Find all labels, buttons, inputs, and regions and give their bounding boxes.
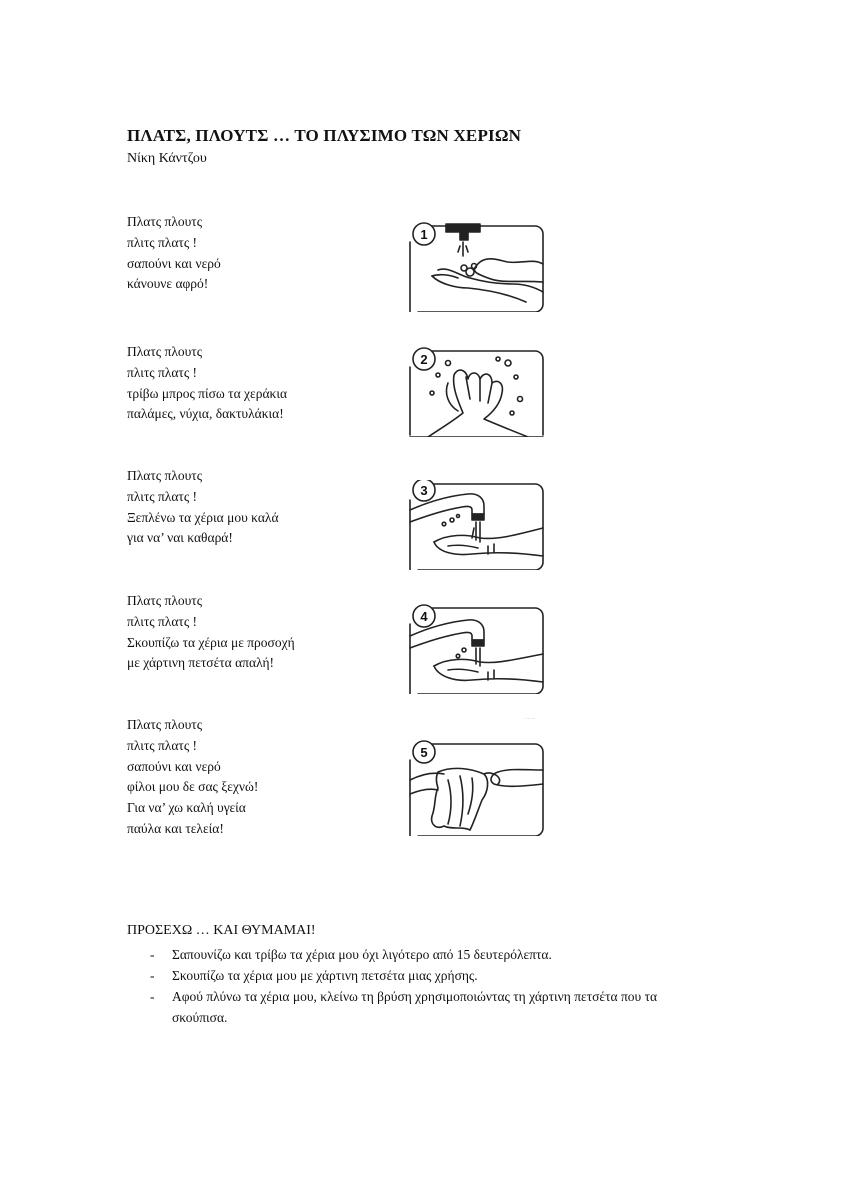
stanza-line: Πλατς πλουτς [127, 214, 203, 229]
list-item-text: Σαπουνίζω και τρίβω τα χέρια μου όχι λιγότερο από 15 δευτερόλεπτα. [172, 947, 552, 962]
stanza-line: Ξεπλένω τα χέρια μου καλά [127, 509, 279, 525]
list-item [150, 965, 750, 986]
stanza-line: με χάρτινη πετσέτα απαλή! [127, 655, 275, 671]
bullet-dash: - [150, 947, 155, 962]
stanza-line: κάνουνε αφρό! [127, 276, 209, 292]
step-4-illustration [408, 604, 545, 694]
stanza-line: Πλατς πλουτς [127, 717, 203, 732]
step-number: 4 [420, 609, 428, 624]
list-item-text: Αφού πλύνω τα χέρια μου, κλείνω τη βρύση χρησιμοποιώντας τη χάρτινη πετσέτα που τα σκούπισα. [172, 989, 658, 1025]
page-title: ΠΛΑΤΣ, ΠΛΟΥΤΣ … ΤΟ ΠΛΥΣΙΜΟ ΤΩΝ ΧΕΡΙΩΝ [127, 126, 522, 145]
list-item [150, 986, 750, 1028]
author: Νίκη Κάντζου [127, 151, 207, 166]
stanza-line: για να’ ναι καθαρά! [127, 530, 233, 546]
step-1-illustration [408, 222, 545, 312]
stanza-line: παλάμες, νύχια, δακτυλάκια! [127, 406, 284, 422]
bullet-dash: - [150, 989, 155, 1004]
stanza-line: Πλατς πλουτς [127, 344, 203, 359]
step-3-illustration [408, 480, 545, 570]
step-number: 1 [420, 227, 428, 242]
stanza-line: τρίβω μπρος πίσω τα χεράκια [127, 385, 288, 401]
stanza-4 [127, 591, 295, 674]
stanza-line: πλιτς πλατς ! [127, 737, 198, 753]
list-item [150, 944, 750, 965]
stanza-1 [127, 212, 221, 295]
step-number: 5 [420, 745, 428, 760]
reminder-heading: ΠΡΟΣΕΧΩ … ΚΑΙ ΘΥΜΑΜΑΙ! [127, 923, 316, 938]
stanza-line: Πλατς πλουτς [127, 468, 203, 483]
step-5-illustration [408, 740, 545, 830]
step-number: 3 [420, 483, 428, 498]
stanza-line: παύλα και τελεία! [127, 820, 224, 836]
stanza-line: φίλοι μου δε σας ξεχνώ! [127, 779, 259, 795]
stanza-line: Σκουπίζω τα χέρια με προσοχή [127, 634, 295, 650]
stanza-line: Για να’ χω καλή υγεία [127, 800, 246, 816]
stanza-line: πλιτς πλατς ! [127, 488, 198, 504]
stanza-line: σαπούνι και νερό [127, 255, 221, 271]
bullet-dash: - [150, 968, 155, 983]
stanza-line: πλιτς πλατς ! [127, 613, 198, 629]
stanza-2 [127, 342, 287, 425]
stanza-line: πλιτς πλατς ! [127, 234, 198, 250]
reminder-list [150, 944, 750, 1028]
stanza-line: Πλατς πλουτς [127, 593, 203, 608]
step-number: 2 [420, 352, 428, 367]
watermark-mark: ......... [524, 716, 536, 721]
step-2-illustration [408, 347, 545, 437]
stanza-5 [127, 715, 258, 840]
list-item-text: Σκουπίζω τα χέρια μου με χάρτινη πετσέτα μιας χρήσης. [172, 968, 478, 983]
stanza-line: πλιτς πλατς ! [127, 364, 198, 380]
stanza-line: σαπούνι και νερό [127, 758, 221, 774]
stanza-3 [127, 466, 279, 549]
